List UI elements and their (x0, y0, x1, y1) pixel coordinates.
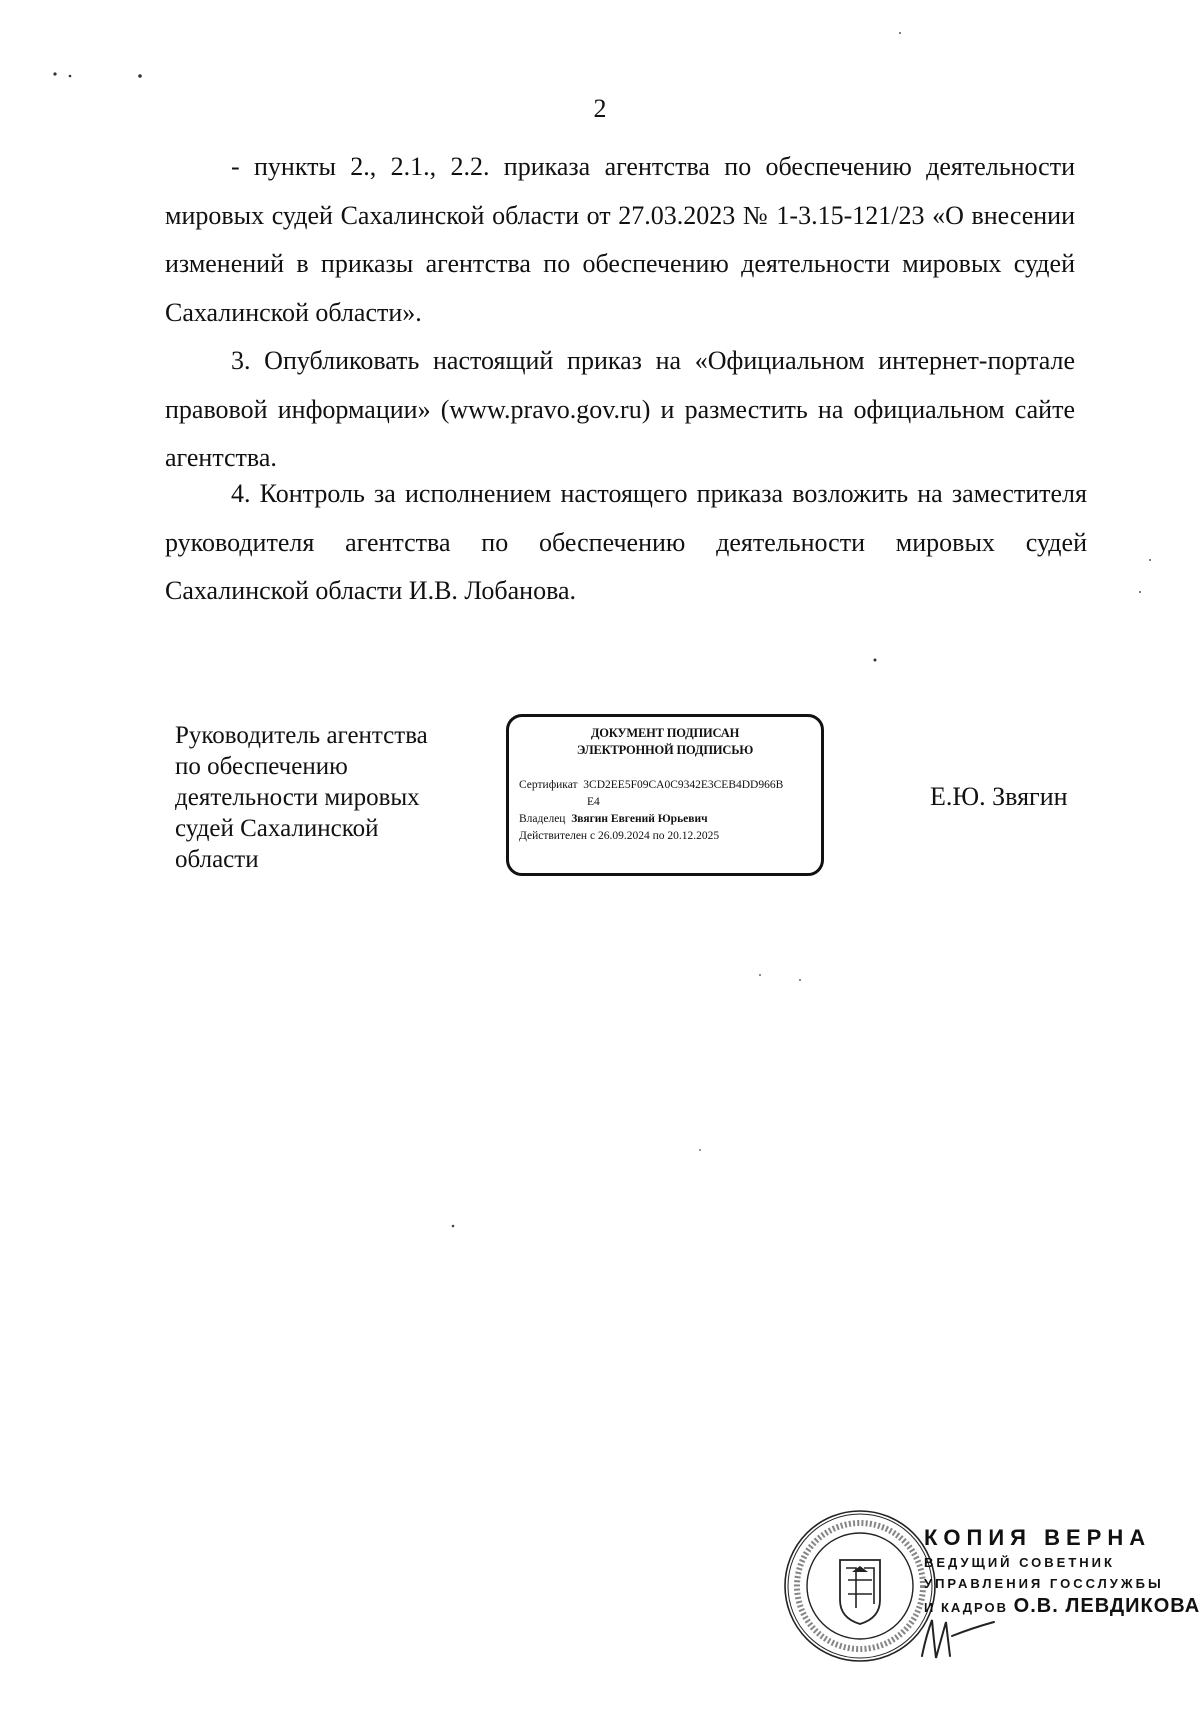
esign-certificate-label: Сертификат (519, 779, 578, 791)
paragraph-control: 4. Контроль за исполнением настоящего приказа возложить на заместителя руководителя агентства по обеспечению деятельности мировых судей Сахалинской области И.В. Лобанова. (165, 479, 1087, 605)
esign-owner-label: Владелец (519, 813, 566, 825)
paragraph-repealed-items: - пункты 2., 2.1., 2.2. приказа агентства по обеспечению деятельности мировых судей Сахалинской области от 27.03.2023 № 1-3.15-121/23 «О внесении изменений в приказы агентства по обеспечению деятельности мировых судей Сахалинской области». (165, 152, 1075, 327)
copy-officer-position: ВЕДУЩИЙ СОВЕТНИК (924, 1555, 1115, 1570)
signatory-position-line: судей Сахалинской (175, 815, 379, 842)
esign-title: ДОКУМЕНТ ПОДПИСАН (590, 726, 740, 740)
copy-officer-name: О.В. ЛЕВДИКОВА (1013, 1595, 1200, 1617)
signatory-position-line: по обеспечению (175, 753, 348, 780)
handwritten-signature (912, 1606, 1012, 1666)
copy-officer-department-tail: И КАДРОВ (924, 1600, 1009, 1615)
esign-owner-value: Звягин Евгений Юрьевич (571, 813, 708, 825)
paragraph-publication: 3. Опубликовать настоящий приказ на «Официальном интернет-портале правовой информации» (www.pravo.gov.ru) и разместить на официальном сайте агентства. (165, 346, 1075, 472)
esign-certificate-value: 3CD2EE5F09CA0C9342E3CEB4DD966B (583, 779, 784, 791)
electronic-signature-stamp (506, 714, 824, 876)
esign-owner (519, 811, 811, 828)
page-number: 2 (593, 94, 607, 123)
esign-certificate-continuation: E4 (587, 796, 600, 808)
esign-title: ЭЛЕКТРОННОЙ ПОДПИСЬЮ (576, 743, 754, 757)
esign-certificate (519, 777, 811, 794)
copy-officer-department: УПРАВЛЕНИЯ ГОССЛУЖБЫ (924, 1576, 1164, 1591)
signatory-position-line: Руководитель агентства (175, 722, 428, 749)
esign-validity: Действителен с 26.09.2024 по 20.12.2025 (519, 830, 720, 842)
signatory-name: Е.Ю. Звягин (930, 782, 1068, 811)
signatory-position (175, 720, 475, 875)
signatory-position-line: деятельности мировых (175, 784, 420, 811)
signatory-position-line: области (175, 846, 259, 873)
copy-true-title: КОПИЯ ВЕРНА (924, 1525, 1152, 1550)
